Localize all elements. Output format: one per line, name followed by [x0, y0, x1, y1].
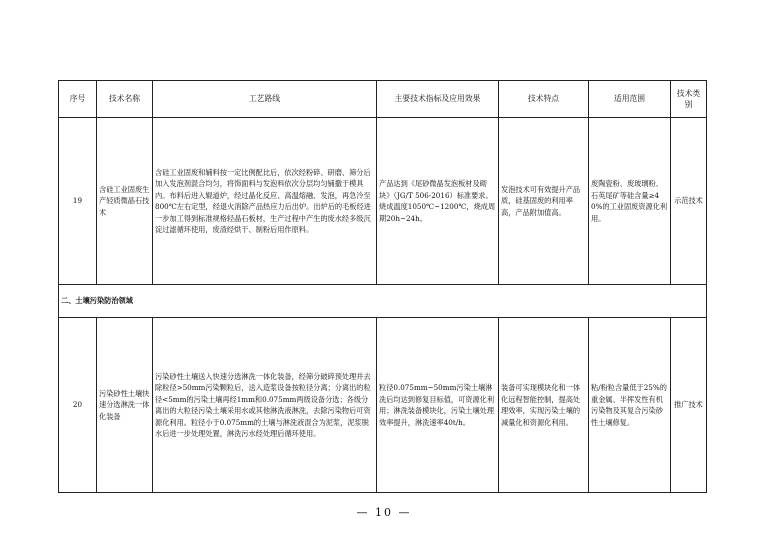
cell-name: 含硅工业固废生产轻质微晶石技术: [97, 118, 153, 285]
cell-route: 含硅工业固废和辅料按一定比例配比后，依次经粉碎、研磨、筛分后加入发泡剂混合均匀，将饰面料与发泡料依次分层均匀铺撒于模具内。布料后进入辊道炉，经过晶化反应、高温熔融、发泡，再急冷至800℃左右定型，经退火消除产品热应力后出炉。出炉后的毛板经进一步加工得到标准规格轻晶石板材，生产过程中产生的废水经多级沉淀过滤循环使用，废渣经烘干、制粉后用作原料。: [153, 118, 377, 285]
header-features: 技术特点: [499, 81, 589, 118]
cell-no: 19: [59, 118, 97, 285]
cell-features: 装备可实现模块化和一体化远程智能控制，提高处理效率，实现污染土壤的减量化和资源化利用。: [499, 318, 589, 493]
cell-scope: 粘/粉粒含量低于25%的重金属、半挥发性有机污染物及其复合污染砂性土壤修复。: [589, 318, 671, 493]
cell-category: 推广技术: [671, 318, 707, 493]
cell-features: 发泡技术可有效提升产品质，硅基固废的利用率高，产品附加值高。: [499, 118, 589, 285]
page-number: — 10 —: [356, 506, 412, 519]
cell-scope: 废陶瓷粉、废玻璃粉、石英尾矿等硅含量≥40%的工业固废资源化利用。: [589, 118, 671, 285]
header-no: 序号: [59, 81, 97, 118]
header-route: 工艺路线: [153, 81, 377, 118]
cell-indicators: 产品达到《尾砂微晶发泡板材及砌块》（JG/T 506-2016）标准要求。烧成温度1050℃~1200℃，烧成周期20h~24h。: [377, 118, 499, 285]
header-name: 技术名称: [97, 81, 153, 118]
section-row: [59, 285, 707, 318]
table-row: [59, 118, 707, 285]
cell-category: 示范技术: [671, 118, 707, 285]
table-row: [59, 318, 707, 493]
technology-table: [58, 80, 707, 493]
header-scope: 适用范围: [589, 81, 671, 118]
cell-name: 污染砂性土壤快速分选淋洗一体化装备: [97, 318, 153, 493]
cell-route: 污染砂性土壤送入快速分选淋洗一体化装备，经筛分破碎预处理并去除粒径>50mm污染颗粒后，送入造浆设备按粒径分离；分离出的粒径<5mm的污染土壤再经1mm和0.075mm两级设备分选；各级分离出的大粒径污染土壤采用水或其他淋洗液淋洗，去除污染物后可资源化利用。粒径小于0.075mm的土壤与淋洗液混合为泥浆，泥浆脱水后进一步处理处置，淋洗污水经处理后循环使用。: [153, 318, 377, 493]
section-title: 二、土壤污染防治领域: [59, 285, 707, 318]
header-indicators: 主要技术指标及应用效果: [377, 81, 499, 118]
cell-indicators: 粒径0.075mm~50mm污染土壤淋洗后均达到修复目标值，可资源化利用；淋洗装备模块化，污染土壤处理效率提升，淋洗速率40t/h。: [377, 318, 499, 493]
header-row: [59, 81, 707, 118]
header-category: 技术类别: [671, 81, 707, 118]
cell-no: 20: [59, 318, 97, 493]
